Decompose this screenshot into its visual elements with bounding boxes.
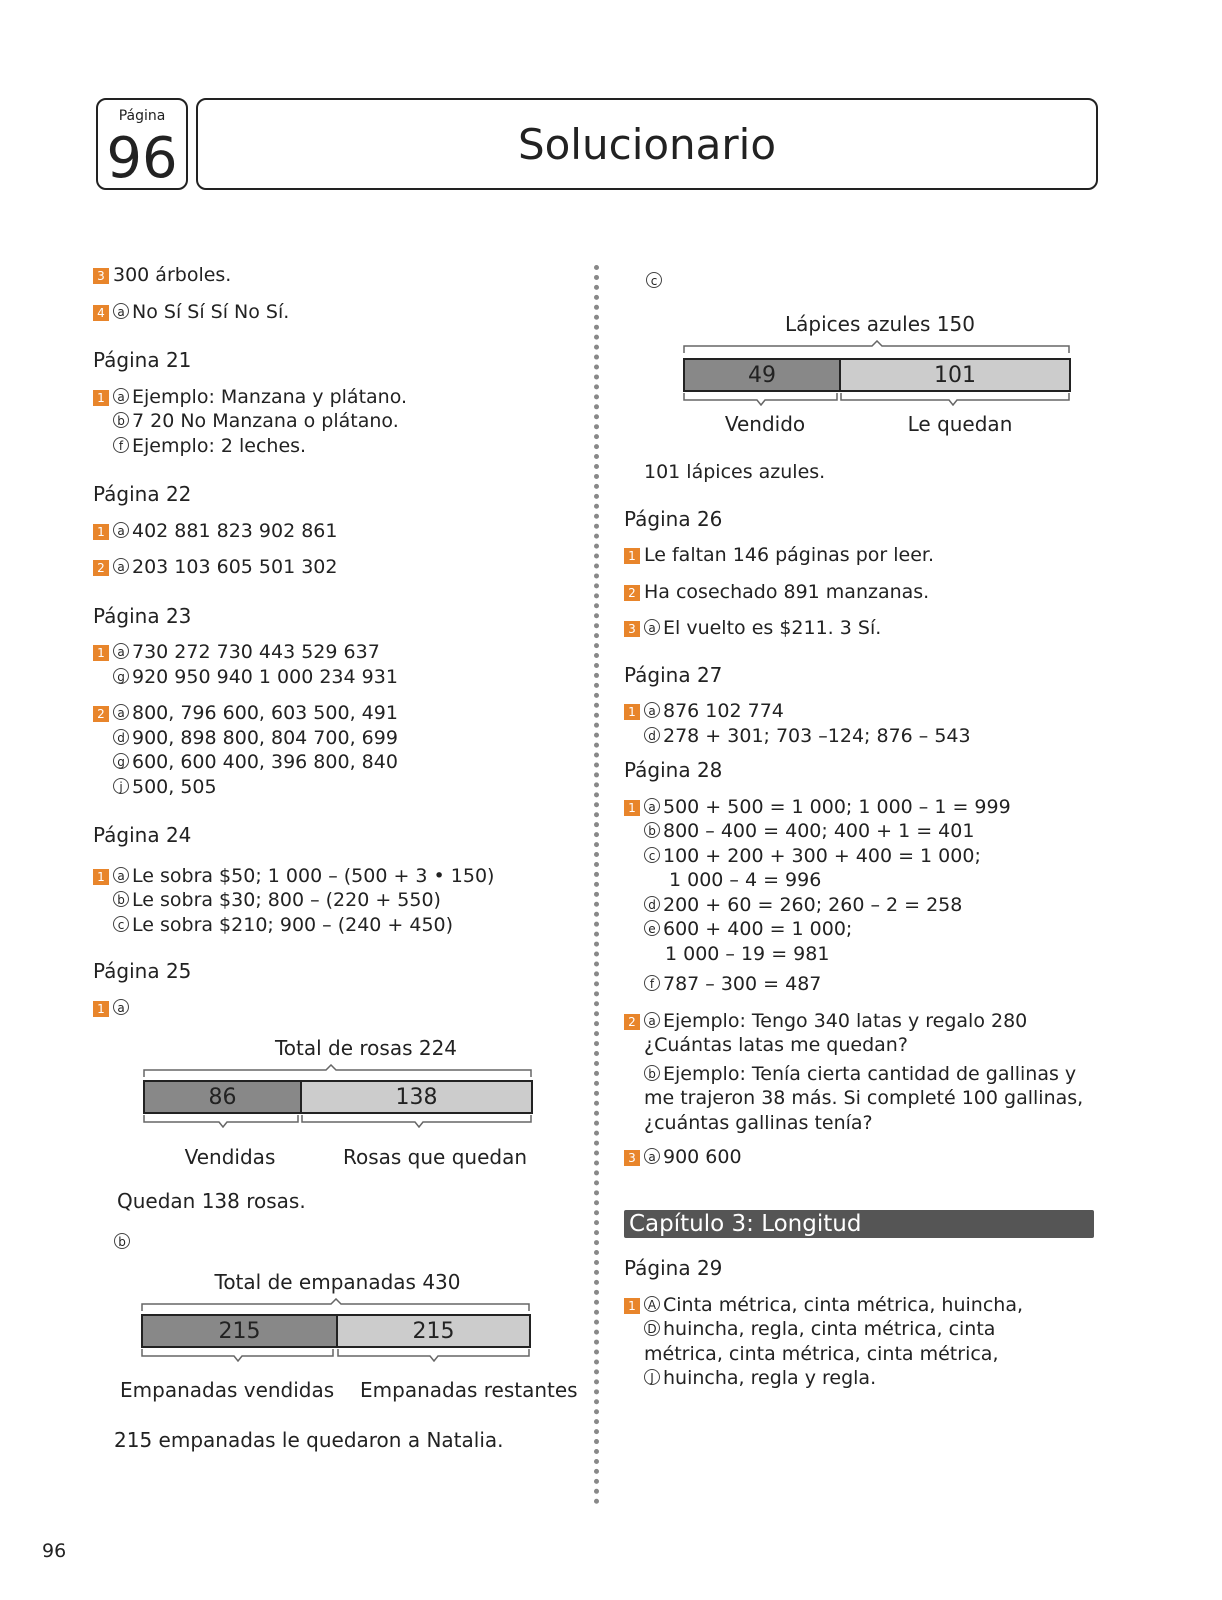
- item-badge-2: 2: [624, 585, 640, 601]
- circle-f-icon: f: [113, 437, 129, 453]
- answer-text: 920 950 940 1 000 234 931: [132, 665, 398, 688]
- circle-b-icon: b: [113, 412, 129, 428]
- roses-total-label: Total de rosas 224: [274, 1036, 458, 1060]
- circle-D-icon: D: [644, 1320, 660, 1336]
- circle-a-icon: a: [113, 704, 129, 720]
- circle-J-icon: J: [644, 1369, 660, 1385]
- circle-b-icon: b: [114, 1233, 130, 1249]
- circle-a-icon: a: [644, 798, 660, 814]
- circle-f-icon: f: [644, 975, 660, 991]
- section-heading: Página 25: [93, 959, 192, 983]
- item-badge-1: 1: [624, 704, 640, 720]
- circle-a-icon: a: [113, 867, 129, 883]
- answer-text: 800 – 400 = 400; 400 + 1 = 401: [663, 820, 975, 842]
- answer-text: 800, 796 600, 603 500, 491: [132, 702, 398, 724]
- circle-d-icon: d: [644, 896, 660, 912]
- section-heading: Página 21: [93, 348, 192, 372]
- answer-text: Ejemplo: Tenía cierta cantidad de gallinas y: [663, 1062, 1077, 1085]
- circle-a-icon: a: [113, 558, 129, 574]
- circle-a-icon: a: [644, 619, 660, 635]
- item-badge-1: 1: [624, 800, 640, 816]
- roses-left-caption: Rosas que quedan: [342, 1145, 528, 1169]
- answer-text: ¿cuántas gallinas tenía?: [644, 1111, 873, 1134]
- answer-text: 600 + 400 = 1 000;: [663, 918, 853, 940]
- circle-e-icon: e: [644, 920, 660, 936]
- answer-text: Cinta métrica, cinta métrica, huincha,: [663, 1293, 1024, 1316]
- section-heading: Página 29: [624, 1256, 723, 1280]
- answer-text: 200 + 60 = 260; 260 – 2 = 258: [663, 893, 963, 916]
- roses-bar: [143, 1080, 533, 1114]
- circle-a-icon: a: [644, 1012, 660, 1028]
- page-label: Página: [118, 108, 166, 124]
- circle-c-icon: c: [113, 916, 129, 932]
- empanadas-sold-segment: 215: [143, 1316, 338, 1346]
- page-number: 96: [106, 126, 178, 191]
- answer-text: 900, 898 800, 804 700, 699: [132, 726, 398, 749]
- answer-text: No Sí Sí Sí No Sí.: [132, 300, 290, 323]
- item-badge-1: 1: [93, 869, 109, 885]
- answer-text: 402 881 823 902 861: [132, 519, 338, 542]
- circle-c-icon: c: [644, 847, 660, 863]
- item-badge-3: 3: [93, 268, 109, 284]
- answer-text: ¿Cuántas latas me quedan?: [644, 1034, 908, 1056]
- circle-b-icon: b: [644, 1065, 660, 1081]
- answer-text: Le sobra $50; 1 000 – (500 + 3 • 150): [132, 864, 495, 887]
- item-badge-4: 4: [93, 305, 109, 321]
- empanadas-top-brace: [141, 1298, 531, 1312]
- answer-text: 7 20 No Manzana o plátano.: [132, 410, 399, 432]
- roses-top-brace: [143, 1064, 533, 1078]
- empanadas-bottom-brace: [141, 1348, 531, 1362]
- section-heading: Página 27: [624, 662, 723, 687]
- pencils-sold-caption: Vendido: [724, 412, 806, 436]
- answer-text: huincha, regla, cinta métrica, cinta: [663, 1318, 996, 1340]
- circle-b-icon: b: [644, 822, 660, 838]
- empanadas-left-caption: Empanadas restantes: [360, 1378, 578, 1402]
- answer-text: 500, 505: [132, 775, 217, 798]
- chapter-heading: Capítulo 3: Longitud: [624, 1210, 1094, 1239]
- section-heading: Página 22: [93, 482, 192, 506]
- circle-c-icon: c: [646, 272, 662, 288]
- item-badge-2: 2: [624, 1014, 640, 1030]
- empanadas-total-label: Total de empanadas 430: [214, 1270, 461, 1294]
- answer-text: Ejemplo: Manzana y plátano.: [132, 385, 408, 408]
- roses-bottom-brace: [143, 1114, 533, 1128]
- answer-text: Le sobra $210; 900 – (240 + 450): [132, 913, 454, 936]
- page-title: Solucionario: [196, 98, 1098, 190]
- item-badge-1: 1: [624, 1298, 640, 1314]
- item-badge-2: 2: [93, 560, 109, 576]
- empanadas-left-segment: 215: [338, 1316, 529, 1346]
- item-badge-2: 2: [93, 706, 109, 722]
- answer-text: me trajeron 38 más. Si completé 100 gallinas,: [644, 1087, 1084, 1109]
- circle-d-icon: d: [113, 729, 129, 745]
- roses-sold-segment: 86: [145, 1082, 302, 1112]
- circle-a-icon: a: [113, 522, 129, 538]
- answer-text: 500 + 500 = 1 000; 1 000 – 1 = 999: [663, 795, 1011, 818]
- roses-left-segment: 138: [302, 1082, 531, 1112]
- pencils-top-brace: [683, 340, 1071, 354]
- answer-text: Ejemplo: 2 leches.: [132, 434, 307, 457]
- circle-a-icon: a: [113, 643, 129, 659]
- answer-text: 1 000 – 19 = 981: [665, 942, 830, 965]
- pencils-total-label: Lápices azules 150: [785, 312, 975, 336]
- circle-a-icon: a: [644, 702, 660, 718]
- answer-text: 600, 600 400, 396 800, 840: [132, 751, 398, 773]
- roses-sold-caption: Vendidas: [184, 1145, 276, 1169]
- answer-text: huincha, regla y regla.: [663, 1367, 877, 1389]
- answer-text: 1 000 – 4 = 996: [669, 869, 822, 891]
- item-badge-1: 1: [93, 524, 109, 540]
- pencils-answer: 101 lápices azules.: [644, 461, 826, 483]
- circle-g-icon: g: [113, 668, 129, 684]
- answer-text: 900 600: [663, 1146, 742, 1168]
- answer-text: 787 – 300 = 487: [663, 973, 822, 995]
- circle-a-icon: a: [113, 303, 129, 319]
- roses-answer: Quedan 138 rosas.: [117, 1189, 306, 1213]
- circle-a-icon: a: [113, 388, 129, 404]
- answer-text: 876 102 774: [663, 700, 784, 722]
- answer-text: 730 272 730 443 529 637: [132, 641, 380, 663]
- pencils-bottom-brace: [683, 392, 1071, 406]
- answer-text: 278 + 301; 703 –124; 876 – 543: [663, 724, 971, 747]
- section-heading: Página 26: [624, 506, 723, 531]
- circle-A-icon: A: [644, 1296, 660, 1312]
- left-column: [93, 263, 573, 1020]
- item-badge-1: 1: [93, 390, 109, 406]
- circle-a-icon: a: [113, 999, 129, 1015]
- page-number-box: [96, 98, 188, 190]
- answer-text: métrica, cinta métrica, cinta métrica,: [644, 1342, 999, 1365]
- item-badge-3: 3: [624, 1150, 640, 1166]
- answer-text: El vuelto es $211. 3 Sí.: [663, 617, 882, 639]
- item-badge-1: 1: [93, 1001, 109, 1017]
- empanadas-sold-caption: Empanadas vendidas: [120, 1378, 335, 1402]
- item-badge-1: 1: [624, 548, 640, 564]
- circle-b-icon: b: [113, 891, 129, 907]
- item-badge-3: 3: [624, 621, 640, 637]
- section-heading: Página 23: [93, 603, 192, 628]
- column-divider: [594, 265, 599, 1505]
- answer-text: Ha cosechado 891 manzanas.: [644, 580, 930, 603]
- pencils-left-caption: Le quedan: [907, 412, 1013, 436]
- answer-text: 300 árboles.: [113, 264, 232, 286]
- section-heading: Página 24: [93, 823, 192, 847]
- empanadas-answer: 215 empanadas le quedaron a Natalia.: [114, 1428, 504, 1452]
- answer-text: Le faltan 146 páginas por leer.: [644, 544, 935, 566]
- answer-text: Ejemplo: Tengo 340 latas y regalo 280: [663, 1009, 1028, 1032]
- circle-d-icon: d: [644, 727, 660, 743]
- section-heading: Página 28: [624, 758, 723, 782]
- pencils-bar: [683, 358, 1071, 392]
- circle-j-icon: j: [113, 778, 129, 794]
- footer-page-number: 96: [42, 1540, 67, 1562]
- item-badge-1: 1: [93, 645, 109, 661]
- answer-text: 203 103 605 501 302: [132, 556, 338, 578]
- right-column: [624, 460, 1104, 1391]
- empanadas-bar: [141, 1314, 531, 1348]
- circle-g-icon: g: [113, 753, 129, 769]
- pencils-left-segment: 101: [841, 360, 1069, 390]
- pencils-sold-segment: 49: [685, 360, 841, 390]
- answer-text: Le sobra $30; 800 – (220 + 550): [132, 889, 441, 911]
- answer-text: 100 + 200 + 300 + 400 = 1 000;: [663, 844, 981, 867]
- circle-a-icon: a: [644, 1148, 660, 1164]
